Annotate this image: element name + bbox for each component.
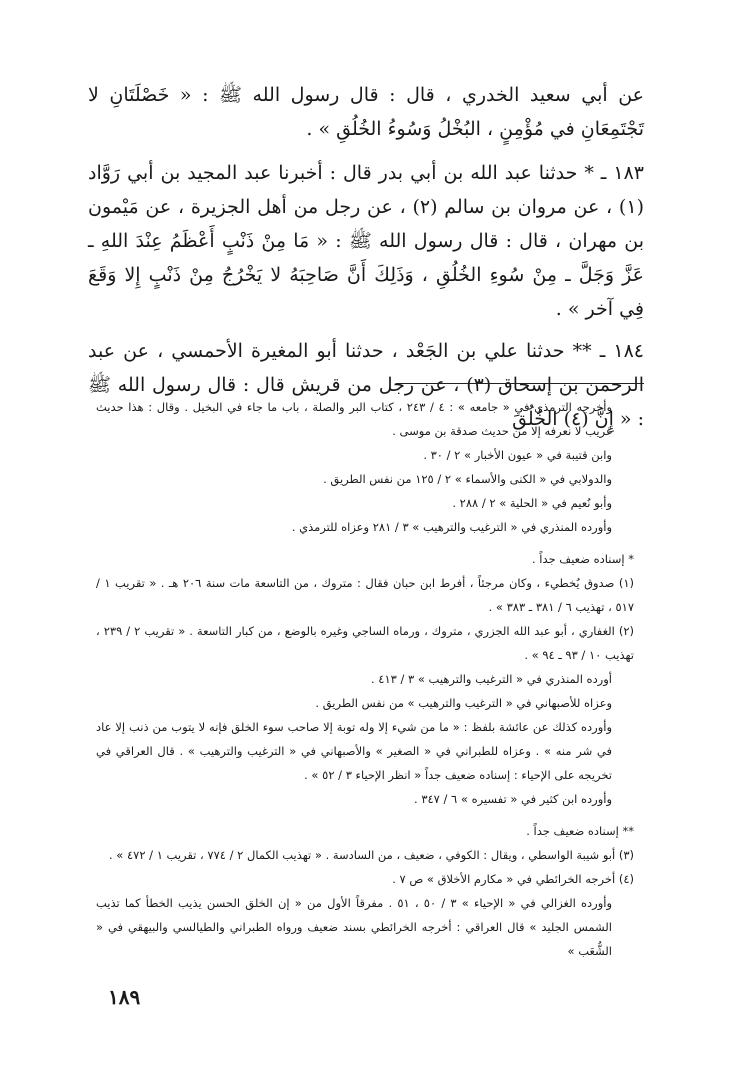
footnote-line: وابن قتيبة في « عيون الأخبار » ٢ / ٣٠ . — [423, 448, 612, 462]
footnote-line: وأورده ابن كثير في « تفسيره » ٦ / ٣٤٧ . — [414, 792, 612, 806]
paragraph-hadith-183: ١٨٣ ـ * حدثنا عبد الله بن أبي بدر قال : أخبرنا عبد المجيد بن أبي رَوَّاد (١) ، عن مروان بن سالم (٢) ، عن رجل من أهل الجزيرة ، عن مَيْمون بن مهران ، قال : قال رسول الله ﷺ : « مَا مِنْ ذَنْبٍ أَعْظَمُ عِنْدَ اللهِ ـ عَزَّ وَجَلَّ ـ مِنْ سُوءِ الخُلُقِ ، وَذَلِكَ أَنَّ صَاحِبَهُ لا يَخْرُجُ مِنْ ذَنْبٍ إِلا وَقَعَ فِي آخر » . — [88, 162, 644, 320]
footnote-divider — [396, 383, 644, 384]
footnote-line: * إسناده ضعيف جداً . — [531, 552, 634, 566]
footnote-3: (٣) أبو شيبة الواسطي ، ويقال : الكوفي ، ضعيف ، من السادسة . « تهذيب الكمال ٢ / ٧٧٤ ، تقريب ١ / ٤٧٢ » . — [108, 848, 634, 862]
footnote-line: والدولابي في « الكنى والأسماء » ٢ / ١٢٥ من نفس الطريق . — [323, 472, 612, 486]
paragraph-hadith-184: ١٨٤ ـ ** حدثنا علي بن الجَعْد ، حدثنا أبو المغيرة الأحمسي ، عن عبد الرحمن بن إسحاق (٣) ، عن رجل من قريش قال : قال رسول الله ﷺ : « إِنَّ (٤) الخُلُقَ — [88, 340, 644, 430]
footnote-line: وأخرجه الترمذي في « جامعه » : ٤ / ٢٤٣ ، كتاب البر والصلة ، باب ما جاء في البخيل . وقال : هذا حديث غريب لا نعرفه إلا من حديث صدقة بن موسى . — [96, 400, 613, 438]
footnote-2: (٢) الغفاري ، أبو عبد الله الجزري ، متروك ، ورماه الساجي وغيره بالوضع ، من كبار التاسعة . « تقريب ٢ / ٢٣٩ ، تهذيب ١٠ / ٩٣ ـ ٩٤ » . — [96, 624, 635, 662]
footnote-line: وأبو نُعيم في « الحلية » ٢ / ٢٨٨ . — [452, 496, 612, 510]
footnotes — [96, 395, 634, 963]
main-text — [88, 78, 644, 446]
page-number: ١٨٩ — [108, 985, 141, 1009]
footnote-line: وأورده الغزالي في « الإحياء » ٣ / ٥٠ ، ٥١ . مفرقاً الأول من « إن الخلق الحسن يذيب الخطأ كما تذيب الشمس الجليد » قال العراقي : أخرجه الخرائطي بسند ضعيف ورواه الطبراني والطيالسي والبيهقي في « الشُّعَب » — [96, 896, 612, 958]
footnote-line: أورده المنذري في « الترغيب والترهيب » ٣ / ٤١٣ . — [370, 672, 612, 686]
footnote-1: (١) صدوق يُخطيء ، وكان مرجئاً ، أفرط ابن حبان فقال : متروك ، من التاسعة مات سنة ٢٠٦ هـ . « تقريب ١ / ٥١٧ ، تهذيب ٦ / ٣٨١ ـ ٣٨٣ » . — [96, 576, 634, 614]
footnote-line: وأورده كذلك عن عائشة بلفظ : « ما من شيء إلا وله توبة إلا صاحب سوء الخلق فإنه لا يتوب من ذنب إلا عاد في شر منه » . وعزاه للطبراني في « الصغير » والأصبهاني في « الترغيب والترهيب » . قال العراقي في تخريجه على الإحياء : إسناده ضعيف جداً « انظر الإحياء ٣ / ٥٢ » . — [96, 720, 612, 782]
footnote-line: ** إسناده ضعيف جداً . — [526, 824, 634, 838]
footnote-line: وأورده المنذري في « الترغيب والترهيب » ٣ / ٢٨١ وعزاه للترمذي . — [291, 520, 612, 534]
footnote-4: (٤) أخرجه الخرائطي في « مكارم الأخلاق » ص ٧ . — [392, 872, 634, 886]
footnote-line: وعزاه للأصبهاني في « الترغيب والترهيب » من نفس الطريق . — [315, 696, 612, 710]
paragraph-hadith-182-end: عن أبي سعيد الخدري ، قال : قال رسول الله ﷺ : « خَصْلَتَانِ لا تَجْتَمِعَانِ في مُؤْمِنٍ ، البُخْلُ وَسُوءُ الخُلُقِ » . — [88, 84, 644, 140]
